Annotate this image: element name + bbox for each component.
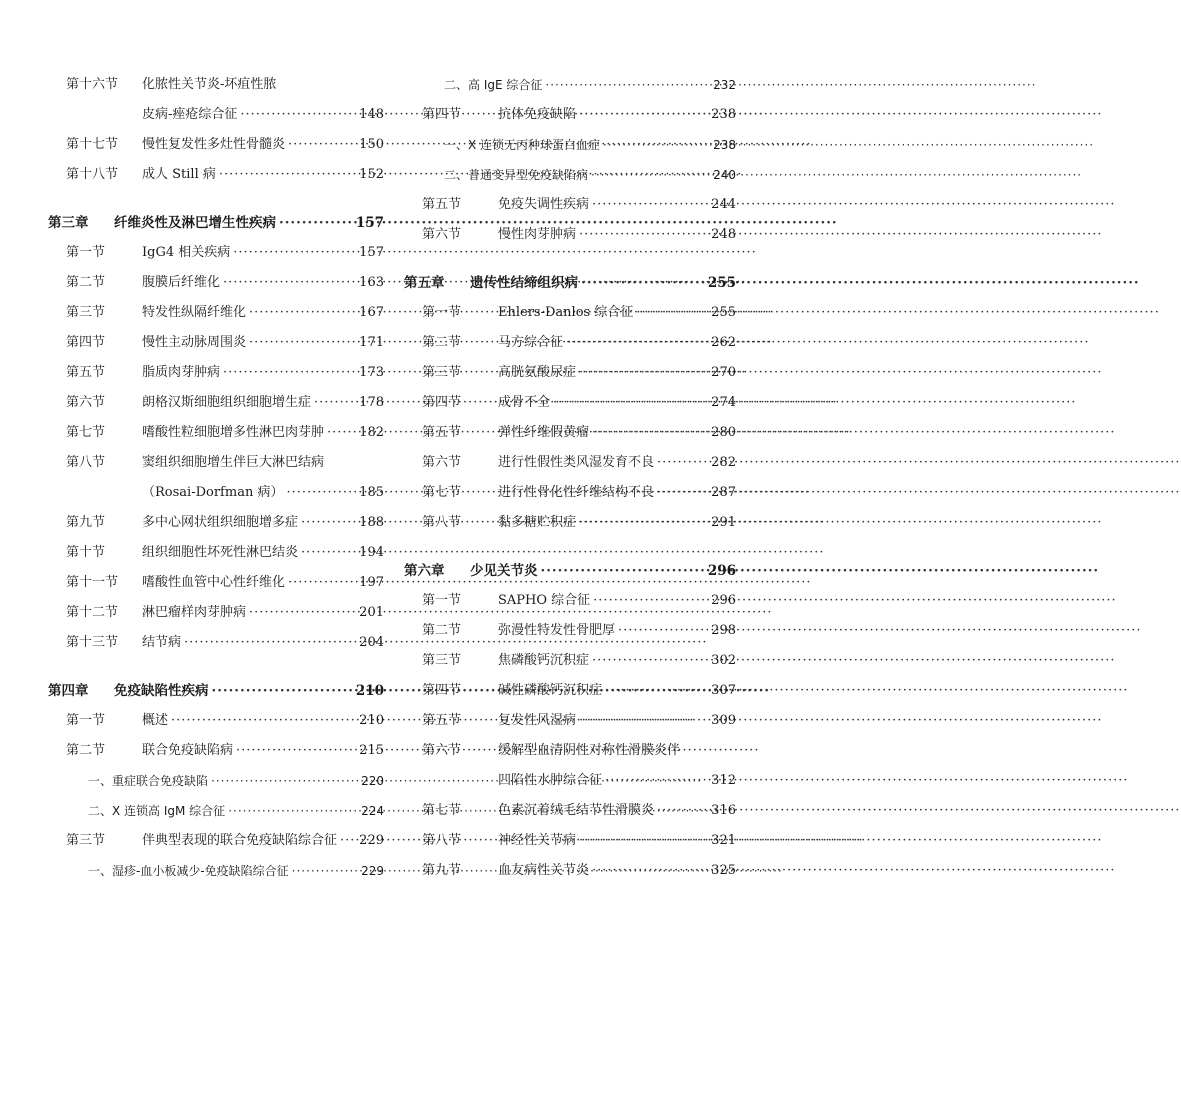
page-number: 280: [711, 425, 736, 440]
entry-title: 脂质肉芽肿病: [142, 365, 221, 380]
page-number: 291: [711, 515, 736, 530]
page-number: 302: [711, 653, 736, 668]
page-number: 185: [359, 485, 384, 500]
toc-section-entry[interactable]: [404, 676, 736, 706]
toc-entry-continuation[interactable]: [48, 100, 384, 130]
page-number: 248: [711, 227, 736, 242]
entry-title: 成骨不全: [498, 395, 551, 410]
page-number: 171: [359, 335, 384, 350]
dot-leader: [579, 508, 708, 538]
dot-leader: [605, 766, 708, 796]
toc-section-entry[interactable]: [404, 100, 736, 130]
dot-leader: [657, 448, 708, 478]
page-number: 309: [711, 713, 736, 728]
entry-title: 进行性假性类风湿发育不良: [498, 455, 655, 470]
page-number: 312: [711, 773, 736, 788]
page-number: 296: [707, 563, 736, 579]
page-number: 244: [711, 197, 736, 212]
entry-number: 第三节: [422, 365, 462, 380]
dot-leader: [236, 736, 356, 766]
toc-section-entry[interactable]: [404, 856, 736, 886]
entry-number: 第六章: [404, 563, 445, 579]
entry-number: 第十七节: [66, 137, 119, 152]
toc-section-entry[interactable]: [404, 418, 736, 448]
entry-number: 第九节: [66, 515, 106, 530]
dot-leader: [541, 556, 705, 586]
dot-leader: [592, 646, 708, 676]
entry-number: 第二节: [66, 743, 106, 758]
dot-leader: [591, 160, 710, 190]
entry-title: 马方综合征: [498, 335, 564, 350]
entry-title: 窦组织细胞增生伴巨大淋巴结病: [142, 455, 325, 470]
toc-subsection-entry[interactable]: [404, 70, 736, 100]
entry-number: 第一节: [422, 593, 462, 608]
toc-section-entry[interactable]: [48, 826, 384, 856]
dot-leader: [301, 508, 356, 538]
dot-leader: [327, 418, 356, 448]
page-number: 229: [359, 833, 384, 848]
toc-section-entry[interactable]: [404, 706, 736, 736]
toc-section-entry[interactable]: [48, 358, 384, 388]
dot-leader: [219, 160, 356, 190]
entry-number: 第六节: [66, 395, 106, 410]
entry-number: 第四节: [66, 335, 106, 350]
page-number: 255: [711, 305, 736, 320]
toc-section-entry[interactable]: [404, 508, 736, 538]
entry-number: 第一节: [66, 245, 106, 260]
entry-title: 免疫缺陷性疾病: [114, 683, 209, 699]
entry-number: 第十节: [66, 545, 106, 560]
toc-section-entry[interactable]: [404, 388, 736, 418]
page-number: 182: [359, 425, 384, 440]
entry-title: 慢性主动脉周围炎: [142, 335, 247, 350]
toc-section-entry[interactable]: [404, 298, 736, 328]
entry-title: 慢性肉芽肿病: [498, 227, 577, 242]
toc-chapter-entry[interactable]: [404, 268, 736, 298]
page-number: 157: [355, 215, 384, 231]
dot-leader: [211, 766, 358, 796]
entry-number: 第六节: [422, 455, 462, 470]
entry-title: 皮病-痤疮综合征: [142, 107, 238, 122]
page-number: 298: [711, 623, 736, 638]
entry-title: 缓解型血清阴性对称性滑膜炎伴: [498, 743, 681, 758]
entry-number: 第四章: [48, 683, 89, 699]
toc-section-entry[interactable]: [48, 388, 384, 418]
toc-right-column: [404, 70, 736, 886]
toc-section-entry[interactable]: [48, 70, 384, 100]
dot-leader: [579, 100, 708, 130]
dot-leader: [636, 298, 708, 328]
entry-title: 结节病: [142, 635, 182, 650]
entry-number: 第五节: [422, 197, 462, 212]
entry-title: 一、湿疹-血小板减少-免疫缺陷综合征: [88, 864, 289, 878]
toc-section-entry[interactable]: [48, 538, 384, 568]
dot-leader: [286, 478, 356, 508]
toc-section-entry[interactable]: [404, 616, 736, 646]
toc-section-entry[interactable]: [48, 706, 384, 736]
entry-title: 凹陷性水肿综合征: [498, 773, 603, 788]
page-number: 238: [713, 138, 736, 152]
toc-section-entry[interactable]: [404, 826, 736, 856]
entry-number: 第一节: [422, 305, 462, 320]
toc-chapter-entry[interactable]: [48, 208, 384, 238]
page-number: 188: [359, 515, 384, 530]
entry-number: 第三节: [422, 653, 462, 668]
entry-title: 化脓性关节炎-坏疽性脓: [142, 77, 277, 92]
entry-title: 进行性骨化性纤维结构不良: [498, 485, 655, 500]
entry-number: 第四节: [422, 395, 462, 410]
dot-leader: [553, 388, 708, 418]
entry-title: 二、高 IgE 综合征: [444, 78, 543, 92]
page-number: 321: [711, 833, 736, 848]
toc-section-entry[interactable]: [404, 586, 736, 616]
page-number: 220: [361, 774, 384, 788]
entry-number: 第七节: [422, 485, 462, 500]
page-number: 150: [359, 137, 384, 152]
page-number: 270: [711, 365, 736, 380]
page-number: 282: [711, 455, 736, 470]
toc-subsection-entry[interactable]: [48, 796, 384, 826]
page-number: 262: [711, 335, 736, 350]
entry-title: 联合免疫缺陷病: [142, 743, 234, 758]
chapter-spacer: [48, 658, 384, 676]
dot-leader: [592, 190, 708, 220]
entry-title: 免疫失调性疾病: [498, 197, 590, 212]
page-number: 274: [711, 395, 736, 410]
dot-leader: [605, 676, 708, 706]
toc-subsection-entry[interactable]: [404, 130, 736, 160]
entry-title: 特发性纵隔纤维化: [142, 305, 247, 320]
entry-number: 第八节: [422, 833, 462, 848]
dot-leader: [579, 706, 708, 736]
page-number: 152: [359, 167, 384, 182]
dot-leader: [593, 586, 708, 616]
toc-section-entry[interactable]: [48, 736, 384, 766]
entry-title: （Rosai-Dorfman 病）: [142, 485, 284, 500]
dot-leader: [223, 268, 356, 298]
entry-number: 第十八节: [66, 167, 119, 182]
page-number: 167: [359, 305, 384, 320]
entry-number: 第三节: [66, 305, 106, 320]
dot-leader: [579, 826, 708, 856]
dot-leader: [340, 826, 356, 856]
page-number: 197: [359, 575, 384, 590]
page-number: 201: [359, 605, 384, 620]
entry-title: 黏多糖贮积症: [498, 515, 577, 530]
entry-number: 第七节: [66, 425, 106, 440]
page-number: 224: [361, 804, 384, 818]
entry-title: 朗格汉斯细胞组织细胞增生症: [142, 395, 312, 410]
toc-section-entry[interactable]: [48, 598, 384, 628]
toc-left-column: [48, 70, 384, 886]
dot-leader: [581, 268, 705, 298]
dot-leader: [249, 298, 356, 328]
page-number: 163: [359, 275, 384, 290]
entry-title: 少见关节炎: [470, 563, 538, 579]
dot-leader: [592, 418, 708, 448]
entry-number: 第八节: [66, 455, 106, 470]
entry-number: 第七节: [422, 803, 462, 818]
chapter-spacer: [404, 250, 736, 268]
entry-title: SAPHO 综合征: [498, 593, 591, 608]
entry-number: 第五节: [66, 365, 106, 380]
dot-leader: [579, 358, 708, 388]
entry-number: 第十六节: [66, 77, 119, 92]
entry-number: 第二节: [422, 623, 462, 638]
dot-leader: [171, 706, 356, 736]
page-number: 307: [711, 683, 736, 698]
dot-leader: [223, 358, 356, 388]
toc-subsection-entry[interactable]: [404, 160, 736, 190]
toc-section-entry[interactable]: [404, 190, 736, 220]
entry-title: 弥漫性特发性骨肥厚: [498, 623, 616, 638]
entry-title: 一、X 连锁无丙种球蛋白血症: [444, 138, 601, 152]
entry-number: 第二节: [422, 335, 462, 350]
toc-section-entry[interactable]: [48, 448, 384, 478]
entry-number: 第二节: [66, 275, 106, 290]
dot-leader: [314, 388, 356, 418]
page-number: 210: [359, 713, 384, 728]
entry-title: 神经性关节病: [498, 833, 577, 848]
entry-title: 伴典型表现的联合免疫缺陷综合征: [142, 833, 338, 848]
toc-subsection-entry[interactable]: [48, 766, 384, 796]
dot-leader: [249, 328, 356, 358]
entry-number: 第六节: [422, 227, 462, 242]
chapter-spacer: [48, 190, 384, 208]
toc-section-entry[interactable]: [48, 298, 384, 328]
toc-section-entry[interactable]: [48, 328, 384, 358]
entry-title: 纤维炎性及淋巴增生性疾病: [114, 215, 276, 231]
dot-leader: [618, 616, 708, 646]
entry-title: 腹膜后纤维化: [142, 275, 221, 290]
dot-leader: [233, 238, 356, 268]
dot-leader: [657, 478, 708, 508]
page-number: 194: [359, 545, 384, 560]
entry-number: 第三章: [48, 215, 89, 231]
entry-title: 嗜酸性粒细胞增多性淋巴肉芽肿: [142, 425, 325, 440]
toc-chapter-entry[interactable]: [48, 676, 384, 706]
page-number: 178: [359, 395, 384, 410]
entry-title: 淋巴瘤样肉芽肿病: [142, 605, 247, 620]
page-number: 204: [359, 635, 384, 650]
toc-section-entry[interactable]: [404, 736, 736, 766]
dot-leader: [184, 628, 356, 658]
entry-title: 色素沉着绒毛结节性滑膜炎: [498, 803, 655, 818]
dot-leader: [301, 538, 356, 568]
toc-section-entry[interactable]: [48, 268, 384, 298]
entry-title: 高胱氨酸尿症: [498, 365, 577, 380]
entry-number: 第六节: [422, 743, 462, 758]
entry-title: 抗体免疫缺陷: [498, 107, 577, 122]
page-number: 325: [711, 863, 736, 878]
toc-section-entry[interactable]: [48, 160, 384, 190]
page-number: 173: [359, 365, 384, 380]
dot-leader: [603, 130, 710, 160]
entry-number: 第三节: [66, 833, 106, 848]
entry-title: 多中心网状组织细胞增多症: [142, 515, 299, 530]
entry-number: 第五节: [422, 425, 462, 440]
entry-title: 弹性纤维假黄瘤: [498, 425, 590, 440]
toc-subsection-entry[interactable]: [48, 856, 384, 886]
toc-chapter-entry[interactable]: [404, 556, 736, 586]
toc-section-entry[interactable]: [404, 646, 736, 676]
page-number: 232: [713, 78, 736, 92]
entry-title: 组织细胞性坏死性淋巴结炎: [142, 545, 299, 560]
toc-section-entry[interactable]: [404, 448, 736, 478]
entry-title: 二、X 连锁高 IgM 综合征: [88, 804, 226, 818]
dot-leader: [566, 328, 708, 358]
entry-number: 第五章: [404, 275, 445, 291]
entry-number: 第四节: [422, 683, 462, 698]
page-number: 287: [711, 485, 736, 500]
entry-number: 第十二节: [66, 605, 119, 620]
entry-title: 焦磷酸钙沉积症: [498, 653, 590, 668]
page-number: 148: [359, 107, 384, 122]
dot-leader: [592, 856, 708, 886]
entry-number: 第九节: [422, 863, 462, 878]
dot-leader: [249, 598, 356, 628]
page-number: 210: [355, 683, 384, 699]
entry-number: 第八节: [422, 515, 462, 530]
page-number: 296: [711, 593, 736, 608]
entry-title: 慢性复发性多灶性骨髓炎: [142, 137, 286, 152]
entry-title: 碱性磷酸钙沉积症: [498, 683, 603, 698]
entry-number: 第十三节: [66, 635, 119, 650]
dot-leader: [279, 208, 353, 238]
entry-title: Ehlers-Danlos 综合征: [498, 305, 634, 320]
entry-title: 遗传性结缔组织病: [470, 275, 578, 291]
page-number: 255: [707, 275, 736, 291]
toc-section-entry[interactable]: [48, 130, 384, 160]
entry-title: 嗜酸性血管中心性纤维化: [142, 575, 286, 590]
dot-leader: [228, 796, 358, 826]
toc-section-entry[interactable]: [48, 568, 384, 598]
entry-number: 第四节: [422, 107, 462, 122]
toc-section-entry[interactable]: [48, 238, 384, 268]
toc-entry-continuation[interactable]: [48, 478, 384, 508]
entry-title: IgG4 相关疾病: [142, 245, 231, 260]
dot-leader: [292, 856, 358, 886]
toc-section-entry[interactable]: [404, 220, 736, 250]
entry-number: 第五节: [422, 713, 462, 728]
entry-number: 第一节: [66, 713, 106, 728]
toc-entry-continuation[interactable]: [404, 766, 736, 796]
dot-leader: [288, 568, 356, 598]
page-number: 157: [359, 245, 384, 260]
toc-section-entry[interactable]: [48, 418, 384, 448]
toc-section-entry[interactable]: [48, 508, 384, 538]
entry-title: 概述: [142, 713, 169, 728]
entry-title: 复发性风湿病: [498, 713, 577, 728]
toc-section-entry[interactable]: [404, 328, 736, 358]
entry-number: 第十一节: [66, 575, 119, 590]
dot-leader: [579, 220, 708, 250]
dot-leader: [240, 100, 356, 130]
dot-leader: [288, 130, 356, 160]
page-number: 215: [359, 743, 384, 758]
toc-section-entry[interactable]: [48, 628, 384, 658]
dot-leader: [545, 70, 710, 100]
entry-title: 二、普通变异型免疫缺陷病: [444, 168, 589, 182]
page-number: 229: [361, 864, 384, 878]
page-number: 316: [711, 803, 736, 818]
entry-title: 血友病性关节炎: [498, 863, 590, 878]
dot-leader: [212, 676, 353, 706]
chapter-spacer: [404, 538, 736, 556]
toc-section-entry[interactable]: [404, 358, 736, 388]
dot-leader: [657, 796, 708, 826]
entry-title: 一、重症联合免疫缺陷: [88, 774, 209, 788]
page-number: 240: [713, 168, 736, 182]
toc-section-entry[interactable]: [404, 478, 736, 508]
toc-section-entry[interactable]: [404, 796, 736, 826]
entry-title: 成人 Still 病: [142, 167, 216, 182]
page-number: 238: [711, 107, 736, 122]
